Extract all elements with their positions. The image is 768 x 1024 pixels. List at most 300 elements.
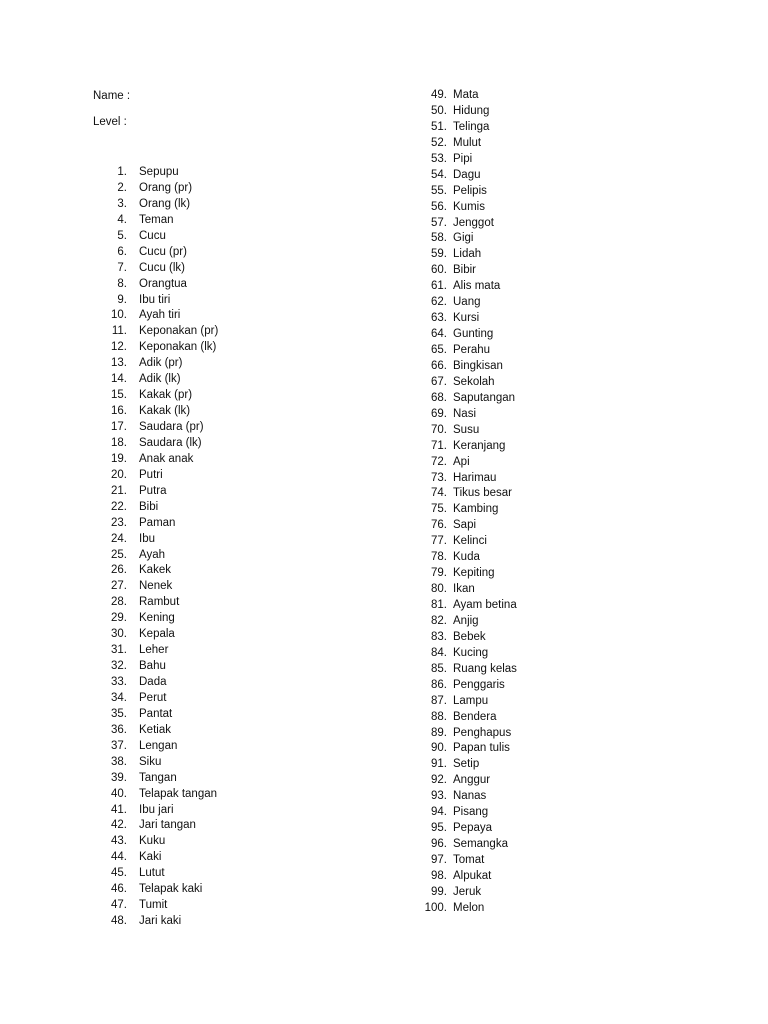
list-item-word: Anggur <box>453 774 491 787</box>
list-item <box>407 438 517 454</box>
list-item-word: Cucu <box>139 229 166 242</box>
list-item <box>93 180 218 196</box>
list-item-number: 62. <box>431 296 447 309</box>
list-item <box>407 87 517 103</box>
list-item <box>93 610 218 626</box>
list-item <box>93 307 218 323</box>
list-item-number: 6. <box>117 245 127 258</box>
list-item <box>407 772 517 788</box>
list-item-number: 90. <box>431 742 447 755</box>
list-item-number: 38. <box>111 755 127 768</box>
list-item <box>407 852 517 868</box>
list-item-number: 41. <box>111 803 127 816</box>
list-item <box>407 167 517 183</box>
list-item-word: Gunting <box>453 328 494 341</box>
list-item-number: 24. <box>111 532 127 545</box>
list-item <box>407 517 517 533</box>
list-item-number: 58. <box>431 232 447 245</box>
list-item-number: 64. <box>431 328 447 341</box>
list-item-number: 74. <box>431 487 447 500</box>
list-item <box>407 868 517 884</box>
list-item-number: 83. <box>431 630 447 643</box>
list-item <box>407 629 517 645</box>
list-item-word: Bibir <box>453 264 477 277</box>
list-item <box>407 709 517 725</box>
list-item-number: 93. <box>431 790 447 803</box>
list-item-number: 28. <box>111 596 127 609</box>
list-item-word: Bebek <box>453 630 486 643</box>
list-item <box>93 578 218 594</box>
list-item-word: Jenggot <box>453 216 494 229</box>
list-item-word: Kambing <box>453 503 499 516</box>
list-item <box>407 278 517 294</box>
list-item <box>93 292 218 308</box>
list-item-word: Jeruk <box>453 885 482 898</box>
list-item <box>93 355 218 371</box>
list-item-word: Kakak (pr) <box>139 389 193 402</box>
list-item-word: Kepala <box>139 628 175 641</box>
list-item <box>407 725 517 741</box>
list-item-word: Lampu <box>453 694 489 707</box>
list-item-number: 16. <box>111 405 127 418</box>
list-item-number: 31. <box>111 644 127 657</box>
list-item-word: Jari kaki <box>139 915 182 928</box>
list-item <box>407 533 517 549</box>
list-item <box>93 531 218 547</box>
list-item-word: Kaki <box>139 851 162 864</box>
list-item-word: Anak anak <box>139 452 194 465</box>
list-item-word: Keponakan (pr) <box>139 325 219 338</box>
list-item-number: 94. <box>431 806 447 819</box>
list-item <box>93 260 218 276</box>
list-item-number: 48. <box>111 915 127 928</box>
list-item-word: Papan tulis <box>453 742 510 755</box>
list-item-number: 26. <box>111 564 127 577</box>
list-item-number: 96. <box>431 838 447 851</box>
list-item-number: 59. <box>431 248 447 261</box>
list-item <box>407 406 517 422</box>
list-item-word: Dagu <box>453 168 481 181</box>
list-item-number: 79. <box>431 567 447 580</box>
list-item-word: Jari tangan <box>139 819 196 832</box>
list-item <box>93 323 218 339</box>
list-item <box>407 326 517 342</box>
list-item-number: 88. <box>431 710 447 723</box>
list-item-number: 89. <box>431 726 447 739</box>
list-item <box>93 164 218 180</box>
list-item <box>93 913 218 929</box>
list-item <box>407 262 517 278</box>
list-item-word: Tikus besar <box>453 487 513 500</box>
list-item-word: Kepiting <box>453 567 495 580</box>
list-item <box>407 788 517 804</box>
list-item <box>407 677 517 693</box>
list-item <box>407 661 517 677</box>
list-item-number: 66. <box>431 359 447 372</box>
list-item-word: Kursi <box>453 312 480 325</box>
list-item <box>93 467 218 483</box>
list-item <box>407 294 517 310</box>
list-item <box>407 135 517 151</box>
list-item-word: Ayam betina <box>453 599 517 611</box>
list-item-word: Alis mata <box>453 280 501 293</box>
vocabulary-list-column-right <box>407 87 517 916</box>
list-item-word: Telapak tangan <box>139 787 218 800</box>
list-item <box>93 403 218 419</box>
list-item-number: 47. <box>111 899 127 912</box>
list-item-word: Api <box>453 455 470 468</box>
list-item-number: 86. <box>431 678 447 691</box>
list-item <box>93 706 218 722</box>
list-item <box>93 196 218 212</box>
list-item-word: Anjig <box>453 614 479 627</box>
list-item-word: Ibu jari <box>139 803 174 816</box>
list-item-number: 85. <box>431 662 447 675</box>
vocabulary-list-column-left <box>93 164 218 929</box>
list-item-number: 67. <box>431 375 447 388</box>
list-item <box>407 485 517 501</box>
list-item <box>407 215 517 231</box>
list-item-word: Keranjang <box>453 439 506 452</box>
list-item-number: 25. <box>111 548 127 561</box>
list-item-word: Ayah <box>139 548 166 561</box>
list-item <box>407 374 517 390</box>
list-item-number: 98. <box>431 869 447 882</box>
list-item-number: 75. <box>431 503 447 516</box>
list-item-number: 45. <box>111 867 127 880</box>
list-item-number: 57. <box>431 216 447 229</box>
list-item <box>407 103 517 119</box>
list-item <box>407 454 517 470</box>
list-item-number: 51. <box>431 120 447 133</box>
list-item <box>93 212 218 228</box>
list-item-word: Telinga <box>453 120 490 133</box>
list-item-number: 20. <box>111 468 127 481</box>
list-item-number: 84. <box>431 646 447 659</box>
list-item-word: Pipi <box>453 152 473 165</box>
list-item-number: 99. <box>431 885 447 898</box>
list-item-word: Kuda <box>453 551 480 564</box>
list-item-word: Penggaris <box>453 678 505 691</box>
list-item <box>93 594 218 610</box>
list-item-number: 30. <box>111 628 127 641</box>
list-item-number: 63. <box>431 312 447 325</box>
list-item-word: Orang (lk) <box>139 197 191 210</box>
list-item-word: Penghapus <box>453 726 512 739</box>
list-item-number: 39. <box>111 771 127 784</box>
list-item-word: Semangka <box>453 838 508 851</box>
list-item <box>407 581 517 597</box>
list-item <box>407 756 517 772</box>
list-item-word: Lengan <box>139 739 178 752</box>
list-item-number: 54. <box>431 168 447 181</box>
list-item <box>93 562 218 578</box>
list-item-word: Kuku <box>139 835 166 848</box>
list-item <box>93 849 218 865</box>
list-item <box>93 419 218 435</box>
name-field-label: Name : <box>93 90 131 102</box>
list-item <box>93 754 218 770</box>
list-item-word: Pantat <box>139 707 173 720</box>
list-item <box>407 613 517 629</box>
list-item-number: 8. <box>117 277 127 290</box>
list-item-number: 68. <box>431 391 447 404</box>
list-item-word: Sekolah <box>453 375 495 388</box>
list-item-number: 34. <box>111 691 127 704</box>
list-item <box>93 435 218 451</box>
list-item-number: 97. <box>431 854 447 866</box>
list-item-word: Pelipis <box>453 184 487 197</box>
list-item-number: 44. <box>111 851 127 864</box>
list-item-word: Kening <box>139 612 175 625</box>
list-item <box>407 199 517 215</box>
list-item <box>93 770 218 786</box>
list-item-number: 78. <box>431 551 447 564</box>
list-item-word: Pepaya <box>453 822 493 835</box>
list-item <box>407 310 517 326</box>
list-item-word: Ibu tiri <box>139 293 171 306</box>
list-item-number: 27. <box>111 580 127 593</box>
list-item <box>93 276 218 292</box>
list-item-number: 18. <box>111 436 127 449</box>
list-item-word: Ibu <box>139 532 155 545</box>
list-item-word: Bingkisan <box>453 359 503 372</box>
list-item <box>93 674 218 690</box>
list-item-number: 46. <box>111 883 127 896</box>
list-item <box>407 884 517 900</box>
list-item <box>407 645 517 661</box>
list-item <box>407 119 517 135</box>
list-item <box>93 786 218 802</box>
list-item-word: Susu <box>453 423 480 436</box>
list-item-word: Nasi <box>453 407 477 420</box>
list-item-word: Setip <box>453 758 480 771</box>
list-item-number: 53. <box>431 152 447 165</box>
list-item <box>407 470 517 486</box>
list-item <box>407 836 517 852</box>
list-item-number: 95. <box>431 822 447 835</box>
list-item-word: Tangan <box>139 771 177 784</box>
list-item-number: 81. <box>431 599 447 611</box>
list-item-word: Ketiak <box>139 723 171 736</box>
list-item-number: 11. <box>111 325 127 338</box>
list-item <box>407 246 517 262</box>
list-item-word: Hidung <box>453 104 490 117</box>
list-item <box>407 804 517 820</box>
list-item-number: 42. <box>111 819 127 832</box>
list-item <box>93 244 218 260</box>
list-item-number: 36. <box>111 723 127 736</box>
list-item-number: 52. <box>431 136 447 149</box>
list-item-number: 61. <box>431 280 447 293</box>
list-item <box>93 499 218 515</box>
list-item <box>93 451 218 467</box>
list-item-number: 1. <box>117 166 127 178</box>
list-item <box>93 802 218 818</box>
list-item-number: 9. <box>117 293 127 306</box>
list-item <box>407 900 517 916</box>
list-item-word: Lutut <box>139 867 165 880</box>
list-item-word: Cucu (lk) <box>139 261 186 274</box>
list-item-word: Mulut <box>453 136 482 149</box>
list-item-number: 15. <box>111 389 127 402</box>
level-field-label: Level : <box>93 116 127 128</box>
list-item <box>407 501 517 517</box>
list-item-word: Sapi <box>453 519 477 532</box>
list-item-word: Sepupu <box>139 166 179 178</box>
list-item <box>93 817 218 833</box>
list-item-word: Bahu <box>139 660 166 673</box>
list-item-word: Adik (pr) <box>139 357 183 370</box>
list-item-number: 60. <box>431 264 447 277</box>
list-item-number: 5. <box>117 229 127 242</box>
list-item-word: Telapak kaki <box>139 883 203 896</box>
list-item-number: 4. <box>117 213 127 226</box>
list-item-word: Alpukat <box>453 869 492 882</box>
list-item-word: Leher <box>139 644 169 657</box>
list-item <box>93 371 218 387</box>
list-item-word: Orang (pr) <box>139 181 193 194</box>
list-item-number: 69. <box>431 407 447 420</box>
list-item-number: 12. <box>111 341 127 354</box>
list-item-word: Kumis <box>453 200 485 213</box>
list-item <box>93 722 218 738</box>
list-item-number: 43. <box>111 835 127 848</box>
list-item-word: Bendera <box>453 710 497 723</box>
list-item-word: Siku <box>139 755 162 768</box>
list-item-word: Pisang <box>453 806 489 819</box>
list-item-word: Perahu <box>453 344 491 356</box>
list-item-number: 76. <box>431 519 447 532</box>
list-item-number: 40. <box>111 787 127 800</box>
list-item-word: Saputangan <box>453 391 516 404</box>
list-item <box>93 658 218 674</box>
list-item <box>407 358 517 374</box>
list-item-number: 82. <box>431 614 447 627</box>
list-item <box>93 515 218 531</box>
list-item <box>407 151 517 167</box>
list-item <box>407 693 517 709</box>
list-item-number: 77. <box>431 535 447 548</box>
list-item-word: Lidah <box>453 248 482 261</box>
list-item-number: 80. <box>431 583 447 596</box>
list-item-number: 3. <box>117 197 127 210</box>
list-item-number: 65. <box>431 344 447 356</box>
list-item-word: Tomat <box>453 854 485 866</box>
list-item <box>93 881 218 897</box>
list-item-word: Kakek <box>139 564 171 577</box>
list-item-number: 73. <box>431 471 447 484</box>
list-item-number: 100. <box>424 901 447 914</box>
list-item-number: 29. <box>111 612 127 625</box>
list-item <box>407 549 517 565</box>
list-item <box>93 865 218 881</box>
list-item-number: 71. <box>431 439 447 452</box>
list-item-word: Keponakan (lk) <box>139 341 217 354</box>
list-item <box>93 387 218 403</box>
list-item-word: Perut <box>139 691 167 704</box>
list-item-number: 10. <box>111 309 127 322</box>
list-item-word: Kelinci <box>453 535 487 548</box>
list-item <box>407 740 517 756</box>
list-item-word: Tumit <box>139 899 168 912</box>
list-item-number: 23. <box>111 516 127 529</box>
list-item-word: Putri <box>139 468 163 481</box>
list-item-word: Bibi <box>139 500 159 513</box>
list-item <box>93 547 218 563</box>
list-item <box>407 390 517 406</box>
list-item-number: 49. <box>431 89 447 101</box>
list-item-word: Kakak (lk) <box>139 405 191 418</box>
list-item-number: 92. <box>431 774 447 787</box>
list-item-number: 13. <box>111 357 127 370</box>
list-item-word: Gigi <box>453 232 474 245</box>
list-item <box>407 597 517 613</box>
list-item <box>407 565 517 581</box>
list-item <box>93 897 218 913</box>
list-item <box>407 820 517 836</box>
list-item-word: Dada <box>139 676 167 688</box>
list-item-word: Saudara (pr) <box>139 421 204 433</box>
list-item-word: Kucing <box>453 646 489 659</box>
list-item-word: Nanas <box>453 790 487 803</box>
list-item-word: Ikan <box>453 583 475 596</box>
list-item-number: 7. <box>117 261 127 274</box>
list-item-number: 56. <box>431 200 447 213</box>
list-item-word: Orangtua <box>139 277 187 290</box>
list-item <box>407 342 517 358</box>
list-item <box>93 339 218 355</box>
list-item <box>93 483 218 499</box>
list-item-word: Paman <box>139 516 176 529</box>
list-item-word: Mata <box>453 89 479 101</box>
list-item-word: Saudara (lk) <box>139 436 202 449</box>
list-item-number: 19. <box>111 452 127 465</box>
list-item-number: 50. <box>431 104 447 117</box>
list-item-number: 21. <box>111 484 127 497</box>
list-item-word: Melon <box>453 901 485 914</box>
list-item-number: 14. <box>111 373 127 386</box>
list-item-number: 2. <box>117 181 127 194</box>
list-item-word: Ayah tiri <box>139 309 181 322</box>
list-item <box>93 642 218 658</box>
list-item <box>407 422 517 438</box>
list-item <box>93 228 218 244</box>
list-item <box>407 183 517 199</box>
list-item-number: 33. <box>111 676 127 688</box>
list-item-number: 55. <box>431 184 447 197</box>
list-item <box>93 690 218 706</box>
list-item-word: Putra <box>139 484 167 497</box>
list-item-number: 35. <box>111 707 127 720</box>
list-item-word: Nenek <box>139 580 173 593</box>
list-item-word: Cucu (pr) <box>139 245 187 258</box>
list-item <box>93 738 218 754</box>
list-item-number: 87. <box>431 694 447 707</box>
list-item-word: Uang <box>453 296 481 309</box>
list-item-word: Teman <box>139 213 174 226</box>
list-item-word: Adik (lk) <box>139 373 181 386</box>
list-item-number: 72. <box>431 455 447 468</box>
list-item-number: 17. <box>111 421 127 433</box>
list-item-word: Rambut <box>139 596 180 609</box>
list-item-number: 91. <box>431 758 447 771</box>
list-item-number: 37. <box>111 739 127 752</box>
list-item-number: 32. <box>111 660 127 673</box>
list-item <box>93 833 218 849</box>
list-item-number: 70. <box>431 423 447 436</box>
list-item-word: Ruang kelas <box>453 662 517 675</box>
